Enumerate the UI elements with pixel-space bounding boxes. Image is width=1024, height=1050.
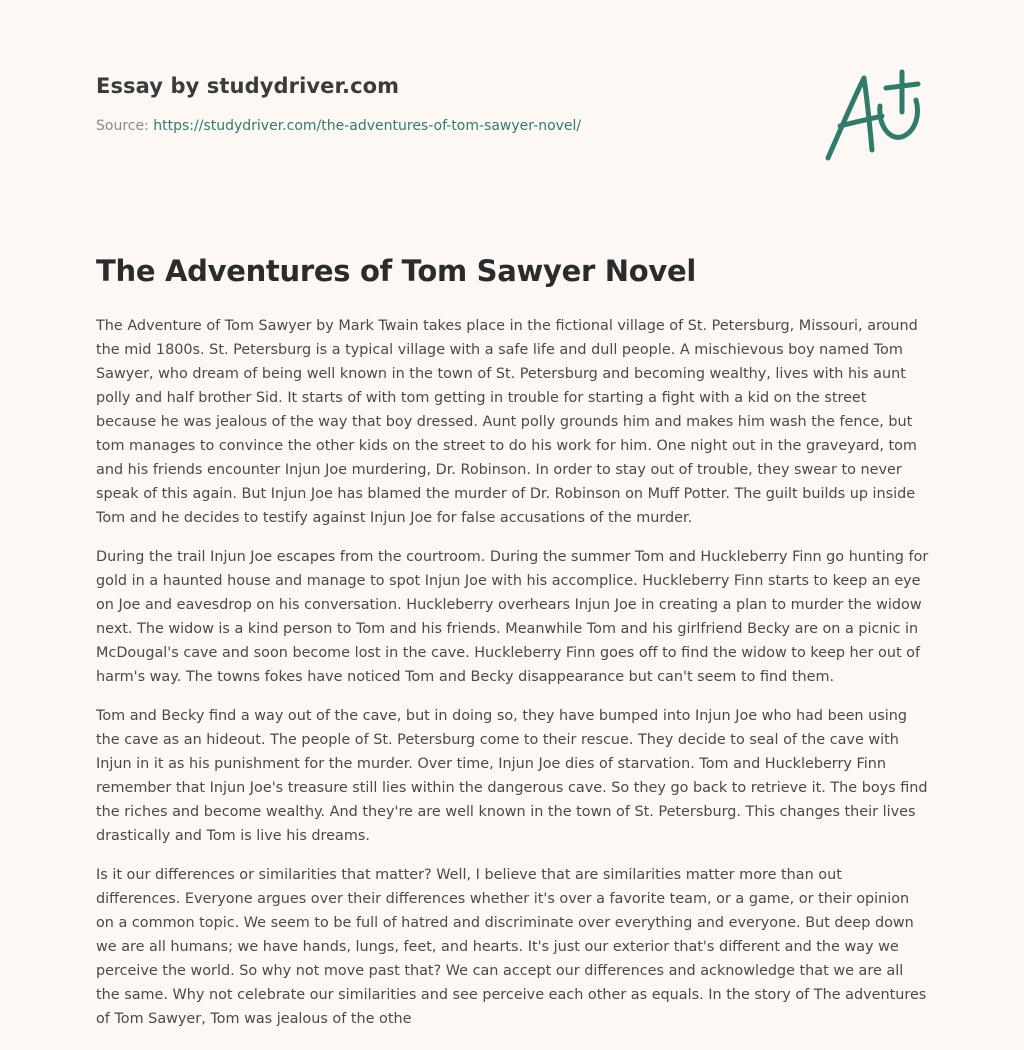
paragraph: Is it our differences or similarities that matter? Well, I believe that are similarities matter more than out differences. Everyone argues over their differences whether it's over a favorite team, or a game, or their opinion on a common topic. We seem to be full of hatred and discriminate over everything and everyone. But deep down we are all humans; we have hands, lungs, feet, and hearts. It's just our exterior that's different and the way we perceive the world. So why not move past that? We can accept our differences and acknowledge that we are all the same. Why not celebrate our similarities and see perceive each other as equals. In the story of The adventures of Tom Sawyer, Tom was jealous of the othe — [96, 867, 927, 1027]
page-title: The Adventures of Tom Sawyer Novel — [96, 254, 696, 288]
page-header — [96, 74, 796, 134]
site-title: Essay by studydriver.com — [96, 74, 400, 98]
article-body — [96, 314, 930, 1046]
source-line — [96, 118, 796, 134]
source-label: Source: — [96, 118, 149, 134]
a-plus-grade-icon — [822, 66, 926, 166]
source-link[interactable]: https://studydriver.com/the-adventures-of-tom-sawyer-novel/ — [153, 118, 582, 134]
paragraph: During the trail Injun Joe escapes from the courtroom. During the summer Tom and Huckleberry Finn go hunting for gold in a haunted house and manage to spot Injun Joe with his accomplice. Huckleberry Finn starts to keep an eye on Joe and eavesdrop on his conversation. Huckleberry overhears Injun Joe in creating a plan to murder the widow next. The widow is a kind person to Tom and his friends. Meanwhile Tom and his girlfriend Becky are on a picnic in McDougal's cave and soon become lost in the cave. Huckleberry Finn goes off to find the widow to keep her out of harm's way. The towns fokes have noticed Tom and Becky disappearance but can't seem to find them. — [96, 549, 929, 685]
paragraph: Tom and Becky find a way out of the cave, but in doing so, they have bumped into Injun Joe who had been using the cave as an hideout. The people of St. Petersburg come to their rescue. They decide to seal of the cave with Injun in it as his punishment for the murder. Over time, Injun Joe dies of starvation. Tom and Huckleberry Finn remember that Injun Joe's treasure still lies within the dangerous cave. So they go back to retrieve it. The boys find the riches and become wealthy. And they're are well known in the town of St. Petersburg. This changes their lives drastically and Tom is live his dreams. — [96, 708, 928, 844]
paragraph: The Adventure of Tom Sawyer by Mark Twain takes place in the fictional village of St. Petersburg, Missouri, around the mid 1800s. St. Petersburg is a typical village with a safe life and dull people. A mischievous boy named Tom Sawyer, who dream of being well known in the town of St. Petersburg and becoming wealthy, lives with his aunt polly and half brother Sid. It starts of with tom getting in trouble for starting a fight with a kid on the street because he was jealous of the way that boy dressed. Aunt polly grounds him and makes him wash the fence, but tom manages to convince the other kids on the street to do his work for him. One night out in the graveyard, tom and his friends encounter Injun Joe murdering, Dr. Robinson. In order to stay out of trouble, they swear to never speak of this again. But Injun Joe has blamed the murder of Dr. Robinson on Muff Potter. The guilt builds up inside Tom and he decides to testify against Injun Joe for false accusations of the murder. — [96, 318, 918, 526]
